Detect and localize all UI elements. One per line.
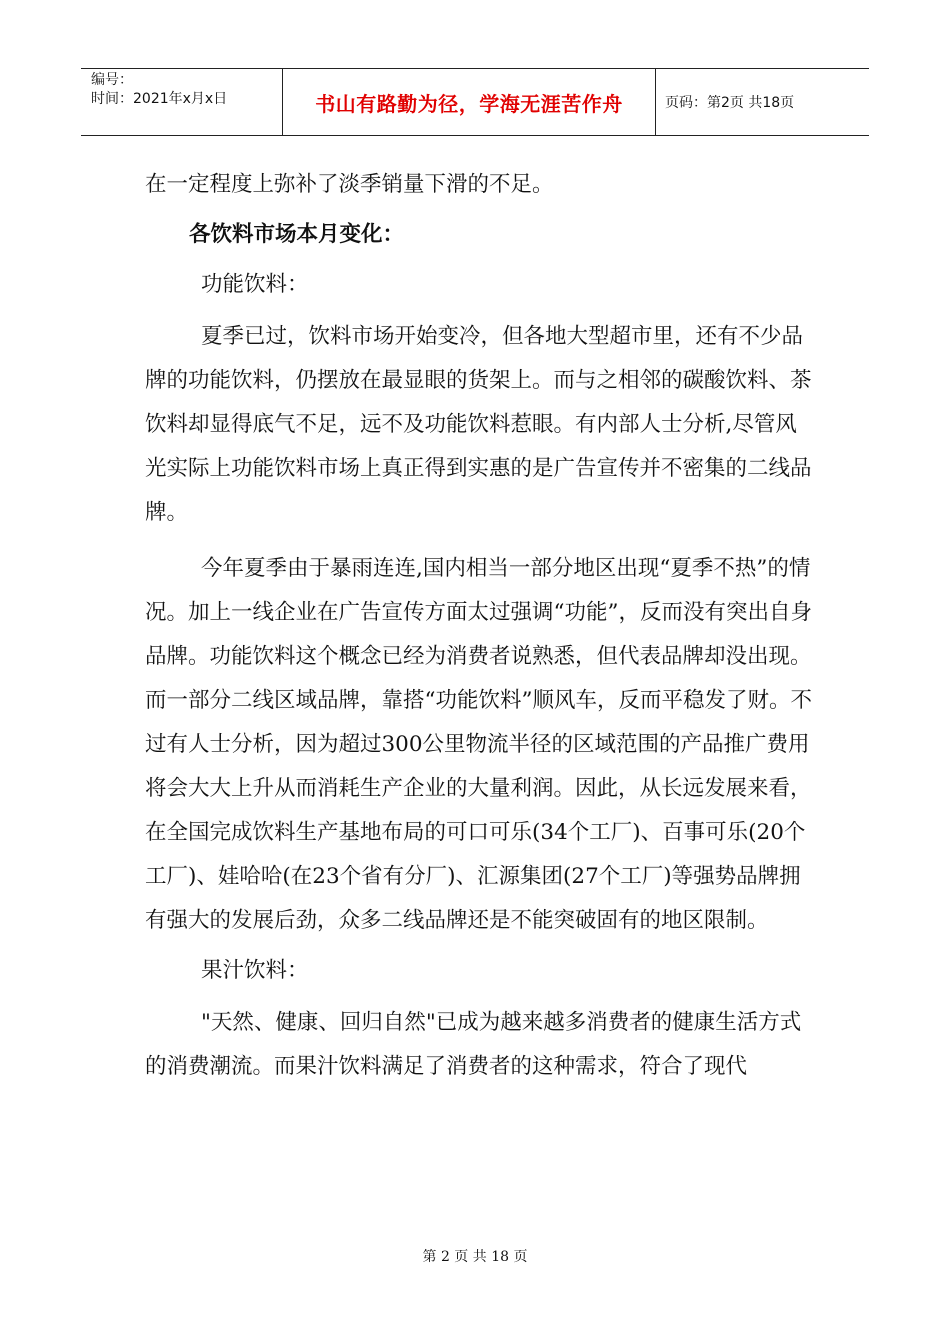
- subheading-juice-drinks: 果汁饮料：: [201, 958, 309, 983]
- paragraph-functional-1: 夏季已过，饮料市场开始变冷，但各地大型超市里，还有不少品牌的功能饮料，仍摆放在最显眼的货架上。而与之相邻的碳酸饮料、茶饮料却显得底气不足，远不及功能饮料惹眼。有内部人士分析,尽管风光实际上功能饮料市场上真正得到实惠的是广告宣传并不密集的二线品牌。: [145, 324, 812, 525]
- header-meta: [81, 69, 282, 135]
- page-footer: 第 2 页 共 18 页: [422, 1249, 528, 1265]
- header-time-label: 时间：2021年x月x日: [91, 91, 228, 107]
- header-page-info: 页码：第2页 共18页: [665, 95, 795, 111]
- document-body: [145, 163, 815, 1089]
- header-number-label: 编号：: [91, 72, 133, 88]
- paragraph-juice-1: "天然、健康、回归自然"已成为越来越多消费者的健康生活方式的消费潮流。而果汁饮料满足了消费者的这种需求，符合了现代: [145, 1010, 802, 1079]
- paragraph-functional-2: 今年夏季由于暴雨连连,国内相当一部分地区出现“夏季不热”的情况。加上一线企业在广告宣传方面太过强调“功能”，反而没有突出自身品牌。功能饮料这个概念已经为消费者说熟悉，但代表品牌却没出现。而一部分二线区域品牌，靠搭“功能饮料”顺风车，反而平稳发了财。不过有人士分析，因为超过300公里物流半径的区域范围的产品推广费用将会大大上升从而消耗生产企业的大量利润。因此，从长远发展来看，在全国完成饮料生产基地布局的可口可乐(34个工厂)、百事可乐(20个工厂)、娃哈哈(在23个省有分厂)、汇源集团(27个工厂)等强势品牌拥有强大的发展后劲，众多二线品牌还是不能突破固有的地区限制。: [145, 556, 812, 933]
- document-header: [81, 68, 869, 136]
- section-heading: 各饮料市场本月变化：: [189, 222, 405, 247]
- subheading-functional-drinks: 功能饮料：: [201, 272, 309, 297]
- paragraph-continuation: 在一定程度上弥补了淡季销量下滑的不足。: [145, 172, 554, 197]
- header-motto: 书山有路勤为径，学海无涯苦作舟: [282, 69, 656, 135]
